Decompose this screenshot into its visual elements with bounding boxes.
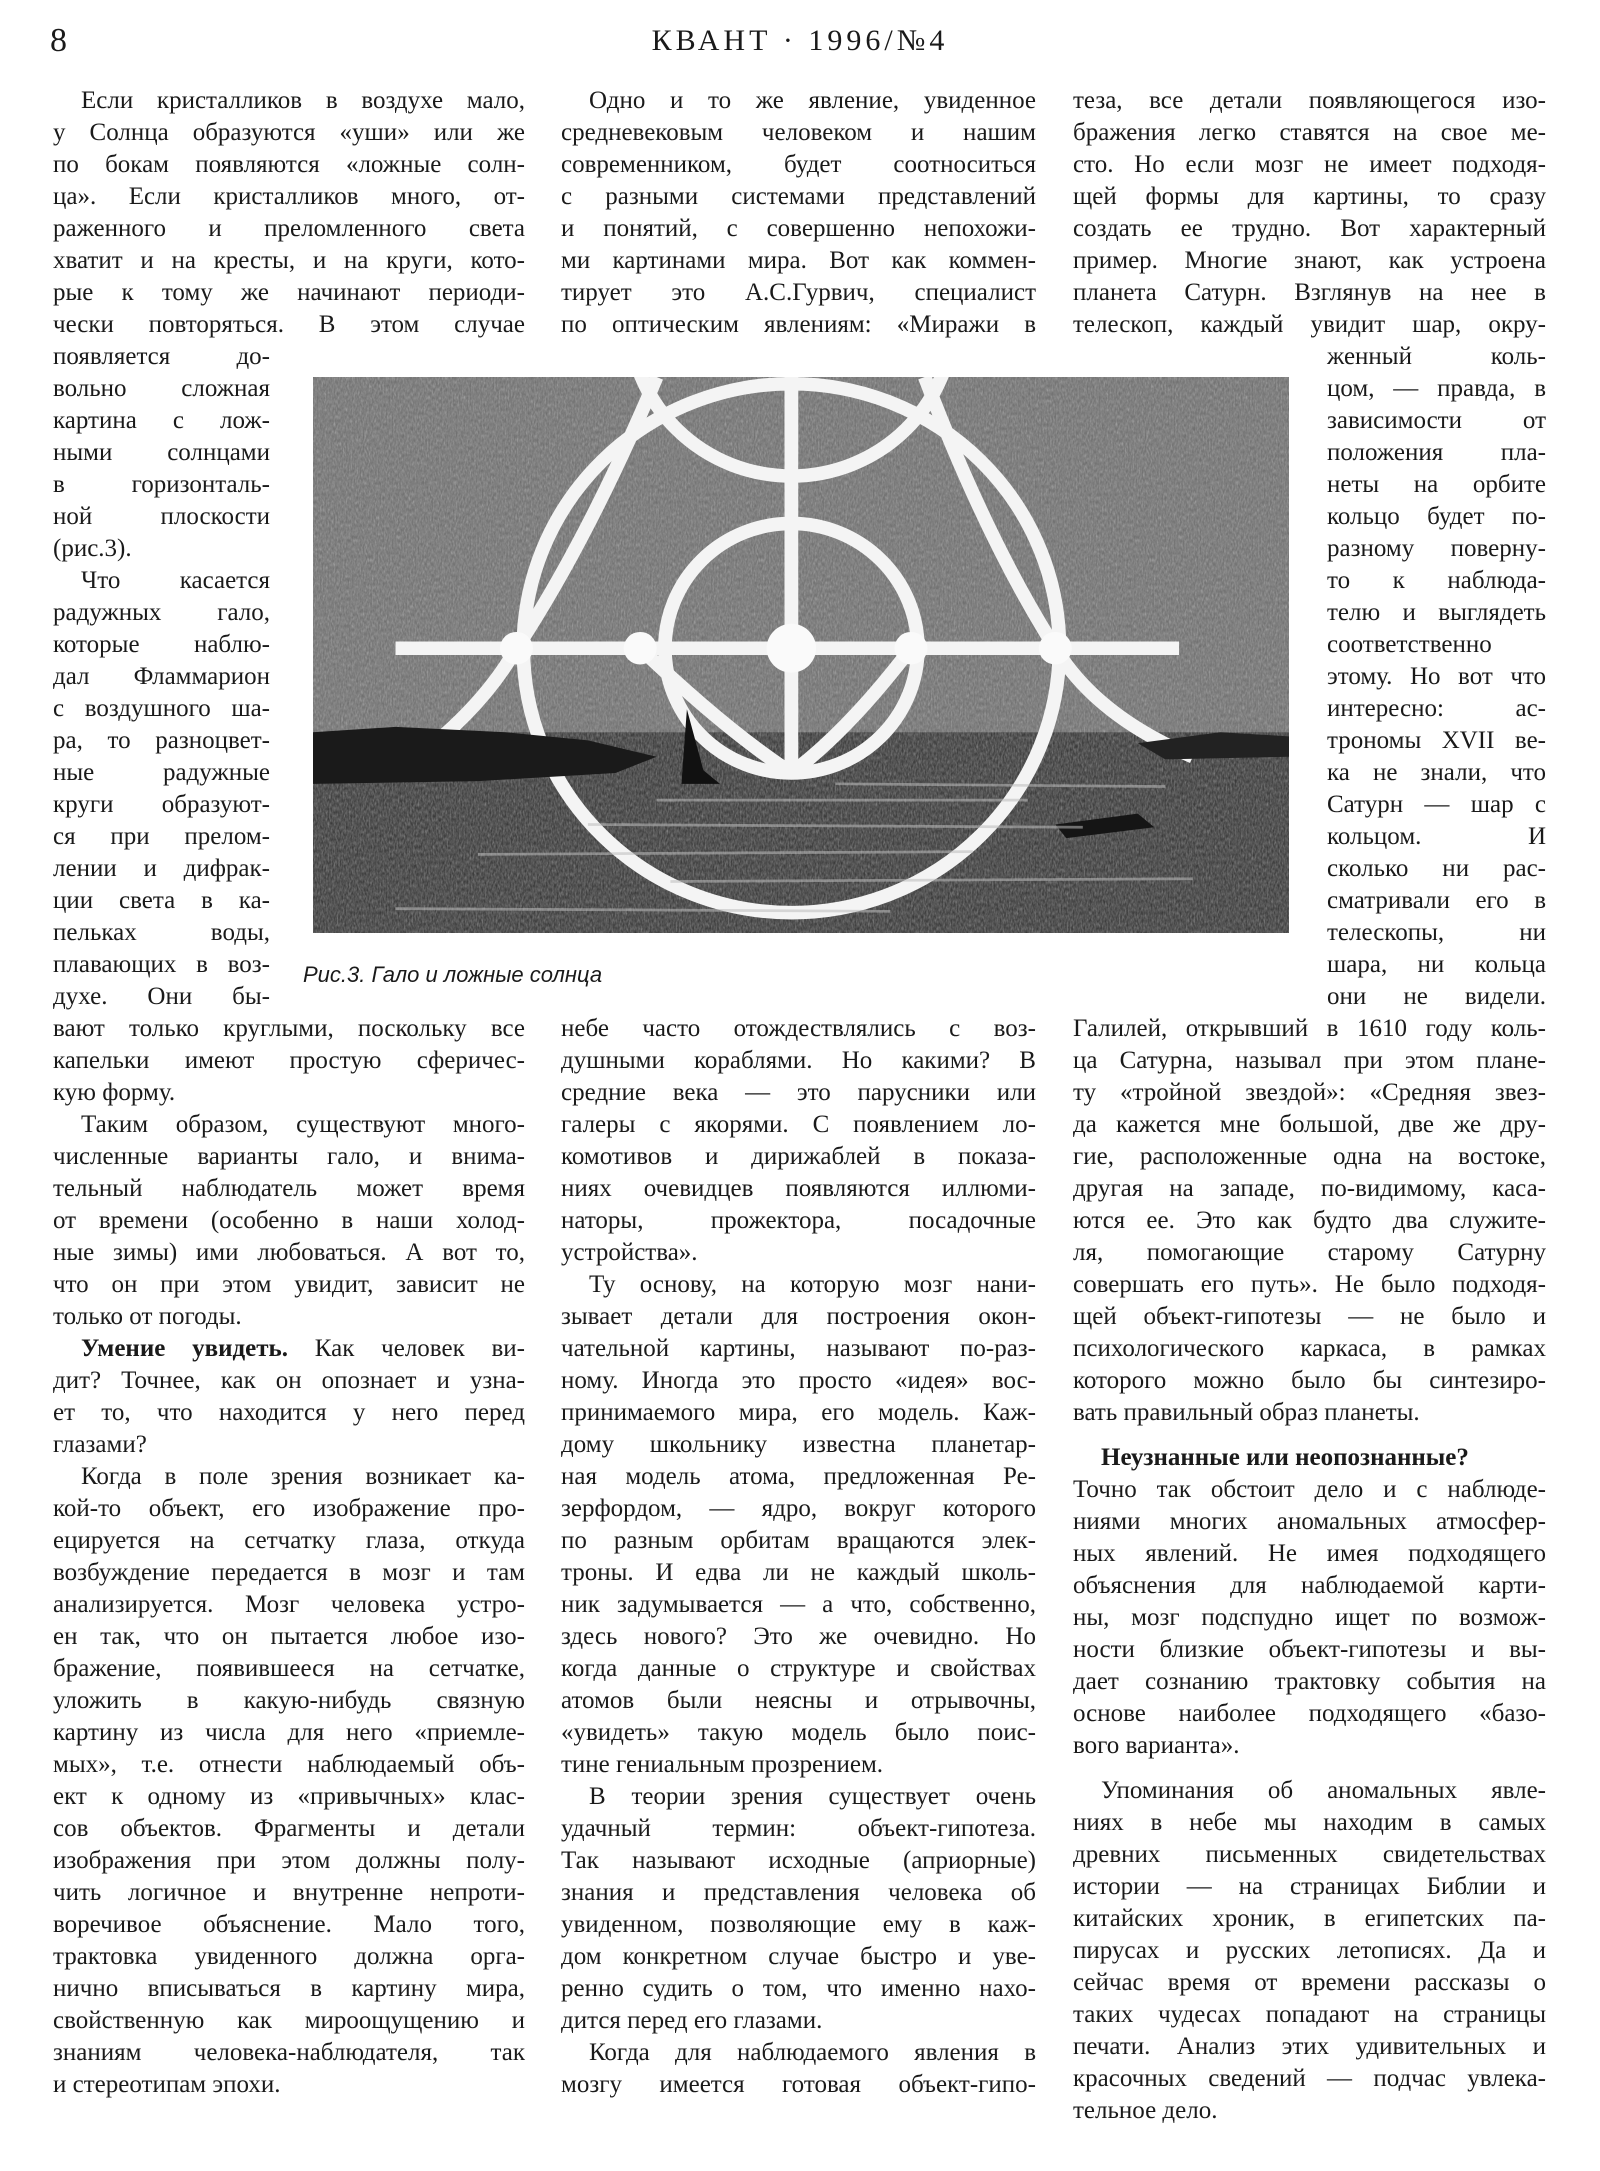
text-line: картину из числа для него «приемле- bbox=[53, 1719, 525, 1746]
text-line: лении и дифрак- bbox=[53, 855, 270, 882]
text-line: ются ее. Это как будто два служите- bbox=[1073, 1207, 1546, 1234]
text-line: ному. Иногда это просто «идея» вос- bbox=[561, 1367, 1036, 1394]
text-line: соответственно bbox=[1327, 631, 1492, 658]
text-line: телю и выглядеть bbox=[1327, 599, 1546, 626]
text-line: бражение, появившееся на сетчатке, bbox=[53, 1655, 525, 1682]
text-line: удачный термин: объект-гипотеза. bbox=[561, 1815, 1036, 1842]
text-line: ниями многих аномальных атмосфер- bbox=[1073, 1507, 1546, 1535]
text-line: глазами? bbox=[53, 1431, 147, 1458]
text-line: щей объект-гипотезы — не было и bbox=[1073, 1303, 1546, 1330]
text-line: рые к тому же начинают периоди- bbox=[53, 279, 525, 306]
text-line: вать правильный образ планеты. bbox=[1073, 1399, 1420, 1426]
text-line: дом конкретном случае быстро и уве- bbox=[561, 1943, 1036, 1970]
halo-illustration bbox=[313, 377, 1289, 933]
text-line: печати. Анализ этих удивительных и bbox=[1073, 2032, 1546, 2060]
text-line: троны. И едва ли не каждый школь- bbox=[561, 1559, 1036, 1586]
text-line: ен так, что он пытается любое изо- bbox=[53, 1623, 525, 1650]
text-line: они не видели. bbox=[1327, 983, 1546, 1010]
text-line: пример. Многие знают, как устроена bbox=[1073, 247, 1546, 274]
text-line: чить логичное и внутренне непроти- bbox=[53, 1879, 525, 1906]
text-line: по оптическим явлениям: «Миражи в bbox=[561, 311, 1036, 338]
text-line: когда данные о структуре и свойствах bbox=[561, 1655, 1036, 1682]
text-line: гие, расположенные одна на востоке, bbox=[1073, 1143, 1546, 1170]
text-line: наторы, прожектора, посадочные bbox=[561, 1207, 1036, 1234]
text-line: тирует это А.С.Гурвич, специалист bbox=[561, 279, 1036, 306]
section-heading bbox=[1073, 1442, 1546, 1474]
text-line: сейчас время от времени рассказы о bbox=[1073, 1968, 1546, 1996]
text-line: дает сознанию трактовку события на bbox=[1073, 1667, 1546, 1695]
text-line: дому школьнику известна планетар- bbox=[561, 1431, 1036, 1458]
text-line: тине гениальным прозрением. bbox=[561, 1751, 884, 1778]
text-line: зерфордом, — ядро, вокруг которого bbox=[561, 1495, 1036, 1522]
text-line: кую форму. bbox=[53, 1079, 176, 1106]
text-line: кольцо будет по- bbox=[1327, 503, 1546, 530]
text-line: интересно: ас- bbox=[1327, 695, 1546, 722]
line-text: Как человек ви- bbox=[314, 1335, 525, 1362]
running-title: КВАНТ · 1996/№4 bbox=[651, 24, 949, 57]
text-line: дит? Точнее, как он опознает и узна- bbox=[53, 1367, 525, 1394]
text-line: ся при прелом- bbox=[53, 823, 270, 850]
text-line: шара, ни кольца bbox=[1327, 951, 1546, 978]
text-line: ецируется на сетчатку глаза, откуда bbox=[53, 1527, 525, 1554]
text-line: комотивов и дирижаблей в показа- bbox=[561, 1143, 1036, 1170]
text-line: женный коль- bbox=[1327, 343, 1546, 370]
text-line: ных явлений. Не имея подходящего bbox=[1073, 1539, 1546, 1567]
text-line: небе часто отождествлялись с воз- bbox=[561, 1015, 1036, 1042]
text-line: ми картинами мира. Вот как коммен- bbox=[561, 247, 1036, 274]
text-line: ности близкие объект-гипотезы и вы- bbox=[1073, 1635, 1546, 1663]
text-line: телескоп, каждый увидит шар, окру- bbox=[1073, 311, 1546, 338]
text-line: Ту основу, на которую мозг нани- bbox=[589, 1271, 1036, 1298]
text-line: положения пла- bbox=[1327, 439, 1546, 466]
text-line: которые наблю- bbox=[53, 631, 270, 658]
text-line: ник задумывается — а что, собственно, bbox=[561, 1591, 1036, 1618]
text-line: устройства». bbox=[561, 1239, 698, 1266]
text-line: Галилей, открывший в 1610 году коль- bbox=[1073, 1015, 1546, 1042]
text-line: ные радужные bbox=[53, 759, 270, 786]
text-line: (рис.3). bbox=[53, 535, 132, 562]
text-line: ра, то разноцвет- bbox=[53, 727, 270, 754]
text-line: Так называют исходные (априорные) bbox=[561, 1847, 1036, 1874]
text-line: с разными системами представлений bbox=[561, 183, 1036, 210]
text-line: дал Фламмарион bbox=[53, 663, 270, 690]
text-line: здесь нового? Это же очевидно. Но bbox=[561, 1623, 1036, 1650]
text-line: Сатурн — шар с bbox=[1327, 791, 1546, 818]
text-line: ными солнцами bbox=[53, 439, 270, 466]
text-line: этому. Но вот что bbox=[1327, 663, 1546, 690]
text-line: пельках воды, bbox=[53, 919, 270, 946]
text-line: ниях очевидцев появляются иллюми- bbox=[561, 1175, 1036, 1202]
text-line: ет то, что находится у него перед bbox=[53, 1399, 525, 1426]
text-line: духе. Они бы- bbox=[53, 983, 270, 1010]
text-line: теза, все детали появляющегося изо- bbox=[1073, 87, 1546, 114]
text-line: у Солнца образуются «уши» или же bbox=[53, 119, 525, 146]
page-number: 8 bbox=[50, 22, 67, 59]
text-line: зависимости от bbox=[1327, 407, 1546, 434]
text-line: возбуждение передается в мозг и там bbox=[53, 1559, 525, 1586]
text-line: хватит и на кресты, и на круги, кото- bbox=[53, 247, 525, 274]
text-line: совершать его путь». Не было подходя- bbox=[1073, 1271, 1546, 1298]
text-line: картина с лож- bbox=[53, 407, 270, 434]
text-line: ные зимы) ими любоваться. А вот то, bbox=[53, 1239, 525, 1266]
text-line: круги образуют- bbox=[53, 791, 270, 818]
text-line: принимаемого мира, его модель. Каж- bbox=[561, 1399, 1036, 1426]
text-line: по бокам появляются «ложные солн- bbox=[53, 151, 525, 178]
text-line: чательной картины, называют по-раз- bbox=[561, 1335, 1036, 1362]
text-line: другая на западе, по-видимому, каса- bbox=[1073, 1175, 1546, 1202]
text-line: по разным орбитам вращаются элек- bbox=[561, 1527, 1036, 1554]
text-line: плавающих в воз- bbox=[53, 951, 270, 978]
text-line: вого варианта». bbox=[1073, 1731, 1240, 1759]
text-line: свойственную как мироощущению и bbox=[53, 2007, 525, 2034]
text-line: современником, будет соотноситься bbox=[561, 151, 1036, 178]
text-line: в горизонталь- bbox=[53, 471, 270, 498]
text-line: планета Сатурн. Взглянув на нее в bbox=[1073, 279, 1546, 306]
text-line: анализируется. Мозг человека устро- bbox=[53, 1591, 525, 1618]
text-line: Одно и то же явление, увиденное bbox=[589, 87, 1036, 114]
text-line: Таким образом, существуют много- bbox=[81, 1111, 525, 1138]
text-line: Когда в поле зрения возникает ка- bbox=[81, 1463, 525, 1490]
text-line: изображения при этом должны полу- bbox=[53, 1847, 525, 1874]
text-line: уложить в какую-нибудь связную bbox=[53, 1687, 525, 1714]
text-line: радужных гало, bbox=[53, 599, 270, 626]
text-line: Когда для наблюдаемого явления в bbox=[589, 2039, 1036, 2066]
text-line: пирусах и русских летописях. Да и bbox=[1073, 1936, 1546, 1964]
text-line: которого можно было бы синтезиро- bbox=[1073, 1367, 1546, 1394]
text-line: истории — на страницах Библии и bbox=[1073, 1872, 1546, 1900]
text-line: что он при этом увидит, зависит не bbox=[53, 1271, 525, 1298]
text-line: тельный наблюдатель может время bbox=[53, 1175, 525, 1202]
text-line: чески повторяться. В этом случае bbox=[53, 311, 525, 338]
text-line: древних письменных свидетельствах bbox=[1073, 1840, 1546, 1868]
text-line: кольцом. И bbox=[1327, 823, 1546, 850]
text-line: дится перед его глазами. bbox=[561, 2007, 823, 2034]
text-line bbox=[53, 1333, 525, 1365]
text-line: ца Сатурна, называл при этом плане- bbox=[1073, 1047, 1546, 1074]
text-line: сто. Но если мозг не имеет подходя- bbox=[1073, 151, 1546, 178]
text-line: неты на орбите bbox=[1327, 471, 1546, 498]
text-line: ект к одному из «привычных» клас- bbox=[53, 1783, 525, 1810]
text-line: да кажется мне большой, две же дру- bbox=[1073, 1111, 1546, 1138]
text-line: Упоминания об аномальных явле- bbox=[1101, 1776, 1546, 1804]
text-line: трактовка увиденного должна орга- bbox=[53, 1943, 525, 1970]
text-line: ренно судить о том, что именно нахо- bbox=[561, 1975, 1036, 2002]
text-line: от времени (особенно в наши холод- bbox=[53, 1207, 525, 1234]
text-line: душными кораблями. Но какими? В bbox=[561, 1047, 1036, 1074]
text-line: психологического каркаса, в рамках bbox=[1073, 1335, 1546, 1362]
text-line: ца». Если кристалликов много, от- bbox=[53, 183, 525, 210]
text-line: с воздушного ша- bbox=[53, 695, 270, 722]
text-line: вают только круглыми, поскольку все bbox=[53, 1015, 525, 1042]
text-line: цом, — правда, в bbox=[1327, 375, 1546, 402]
text-line: зывает детали для построения окон- bbox=[561, 1303, 1036, 1330]
text-line: телескопы, ни bbox=[1327, 919, 1546, 946]
text-line: увиденном, позволяющие ему в каж- bbox=[561, 1911, 1036, 1938]
text-line: ниях в небе мы находим в самых bbox=[1073, 1808, 1546, 1836]
text-line: тельное дело. bbox=[1073, 2096, 1218, 2124]
text-line: кой-то объект, его изображение про- bbox=[53, 1495, 525, 1522]
text-line: воречивое объяснение. Мало того, bbox=[53, 1911, 525, 1938]
text-line: ту «тройной звездой»: «Средняя звез- bbox=[1073, 1079, 1546, 1106]
text-line: мозгу имеется готовая объект-гипо- bbox=[561, 2071, 1036, 2098]
text-line: ции света в ка- bbox=[53, 887, 270, 914]
text-line: и понятий, с совершенно непохожи- bbox=[561, 215, 1036, 242]
text-line: основе наиболее подходящего «базо- bbox=[1073, 1699, 1546, 1727]
text-line: галеры с якорями. С появлением ло- bbox=[561, 1111, 1036, 1138]
text-line: сов объектов. Фрагменты и детали bbox=[53, 1815, 525, 1842]
text-line: вольно сложная bbox=[53, 375, 270, 402]
text-line: сколько ни рас- bbox=[1327, 855, 1546, 882]
text-line: создать ее трудно. Вот характерный bbox=[1073, 215, 1546, 242]
text-line: только от погоды. bbox=[53, 1303, 242, 1330]
text-line: сматривали его в bbox=[1327, 887, 1546, 914]
section-heading-text: Неузнанные или неопознанные? bbox=[1101, 1443, 1469, 1471]
text-line: появляется до- bbox=[53, 343, 270, 370]
text-line: китайских хроник, в египетских па- bbox=[1073, 1904, 1546, 1932]
text-line: то к наблюда- bbox=[1327, 567, 1546, 594]
text-line: Точно так обстоит дело и с наблюде- bbox=[1073, 1475, 1546, 1503]
text-line: щей формы для картины, то сразу bbox=[1073, 183, 1546, 210]
text-line: ны, мозг подспудно ищет по возмож- bbox=[1073, 1603, 1546, 1631]
text-line: Что касается bbox=[81, 567, 270, 594]
text-line: раженного и преломленного света bbox=[53, 215, 525, 242]
text-line: капельки имеют простую сферичес- bbox=[53, 1047, 525, 1074]
text-line: бражения легко ставятся на свое ме- bbox=[1073, 119, 1546, 146]
text-line: мых», т.е. отнести наблюдаемый объ- bbox=[53, 1751, 525, 1778]
text-line: разному поверну- bbox=[1327, 535, 1546, 562]
figure-caption: Рис.3. Гало и ложные солнца bbox=[303, 962, 603, 987]
text-line: атомов были неясны и отрывочны, bbox=[561, 1687, 1036, 1714]
text-line: средневековым человеком и нашим bbox=[561, 119, 1036, 146]
text-line: ка не знали, что bbox=[1327, 759, 1546, 786]
section-heading: Умение увидеть. bbox=[81, 1335, 289, 1362]
text-line: ная модель атома, предложенная Ре- bbox=[561, 1463, 1036, 1490]
text-line: знаниям человека-наблюдателя, так bbox=[53, 2039, 525, 2066]
text-line: трономы XVII ве- bbox=[1327, 727, 1546, 754]
text-line: красочных сведений — подчас увлека- bbox=[1073, 2064, 1546, 2092]
text-line: нично вписываться в картину мира, bbox=[53, 1975, 525, 2002]
text-line: знания и представления человека об bbox=[561, 1879, 1036, 1906]
text-line: ной плоскости bbox=[53, 503, 270, 530]
text-line: В теории зрения существует очень bbox=[589, 1783, 1036, 1810]
text-line: объяснения для наблюдаемой карти- bbox=[1073, 1571, 1546, 1599]
text-line: и стереотипам эпохи. bbox=[53, 2071, 281, 2098]
text-line: средние века — это парусники или bbox=[561, 1079, 1036, 1106]
text-line: таких чудесах попадают на страницы bbox=[1073, 2000, 1546, 2028]
text-line: «увидеть» такую модель было поис- bbox=[561, 1719, 1036, 1746]
text-line: Если кристалликов в воздухе мало, bbox=[81, 87, 525, 114]
text-line: ля, помогающие старому Сатурну bbox=[1073, 1239, 1546, 1266]
text-line: численные варианты гало, и внима- bbox=[53, 1143, 525, 1170]
